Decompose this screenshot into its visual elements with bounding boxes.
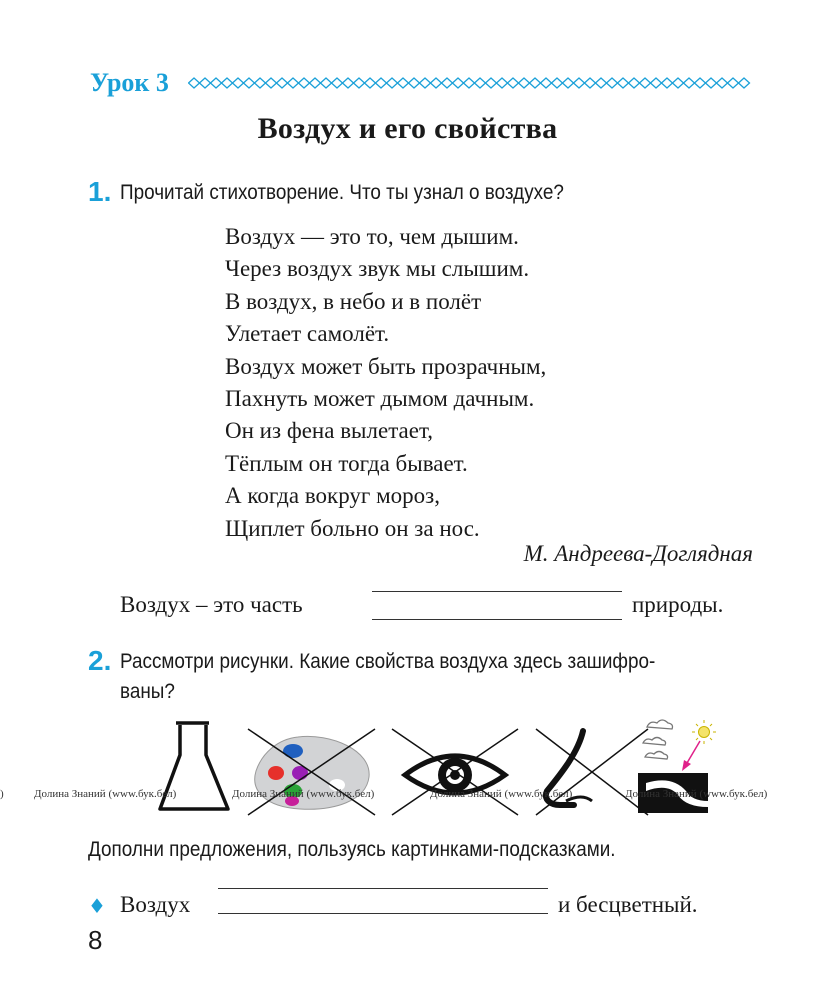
- fill-suffix: природы.: [632, 592, 724, 617]
- watermark: ): [0, 788, 4, 800]
- ornament-diamond: [695, 78, 706, 88]
- ornament-diamond: [420, 78, 431, 88]
- ornament-diamond: [266, 78, 277, 88]
- ornament-diamond: [563, 78, 574, 88]
- ornament-diamond: [508, 78, 519, 88]
- ornament-diamond: [486, 78, 497, 88]
- watermark: Долина Знаний (www.бук.бел): [34, 788, 177, 800]
- ornament-diamond: [277, 78, 288, 88]
- poem-author: М. Андреева-Доглядная: [523, 541, 753, 566]
- ornament-diamond: [310, 78, 321, 88]
- ornament-diamond: [387, 78, 398, 88]
- ornament-diamond: [332, 78, 343, 88]
- answer-line-upper[interactable]: [218, 888, 548, 889]
- ornament-diamond: [519, 78, 530, 88]
- poem-line: Улетает самолёт.: [225, 321, 390, 347]
- bullet-icon: ♦: [88, 894, 106, 918]
- ornament-diamond: [244, 78, 255, 88]
- poem-line: Воздух — это то, чем дышим.: [225, 224, 519, 249]
- fill-prefix: Воздух – это часть: [120, 592, 303, 617]
- ornament-diamond: [717, 78, 728, 88]
- ornament-diamond: [255, 78, 266, 88]
- ornament-diamond: [343, 78, 354, 88]
- page-title: Воздух и его свойства: [257, 112, 558, 145]
- ornament-diamond: [442, 78, 453, 88]
- ornament-diamond: [233, 78, 244, 88]
- poem-line: Щиплет больно он за нос.: [225, 515, 480, 541]
- ornament-diamond: [200, 78, 211, 88]
- ornament-diamond: [651, 78, 662, 88]
- instruction-text: Дополни предложения, пользуясь картинками-подсказками.: [88, 838, 616, 861]
- ornament-diamond: [464, 78, 475, 88]
- ornament-diamond: [409, 78, 420, 88]
- poem-line: Воздух может быть прозрачным,: [225, 353, 547, 379]
- ornament-diamond: [365, 78, 376, 88]
- task-2-number: 2.: [88, 645, 112, 676]
- crossed-eye-icon: [392, 729, 518, 815]
- ornament-diamond: [728, 78, 739, 88]
- ornament-diamond: [321, 78, 332, 88]
- lesson-label: Урок 3: [90, 68, 169, 97]
- ornament-diamond: [431, 78, 442, 88]
- ornament-diamond: [684, 78, 695, 88]
- task-1-number: 1.: [88, 176, 112, 207]
- ornament-diamond: [398, 78, 409, 88]
- ornament-diamond: [376, 78, 387, 88]
- watermark: Долина Знаний (www.бук.бел): [430, 788, 573, 800]
- task-1-text: Прочитай стихотворение. Что ты узнал о воздухе?: [120, 181, 564, 204]
- ornament-diamond: [596, 78, 607, 88]
- crossed-nose-icon: [536, 729, 648, 815]
- ornament-diamond: [618, 78, 629, 88]
- ornament-diamond: [475, 78, 486, 88]
- ornament-diamond: [453, 78, 464, 88]
- ornament-diamond: [211, 78, 222, 88]
- lesson-ornament: [188, 75, 753, 91]
- poem-line: Через воздух звук мы слышим.: [225, 256, 530, 282]
- task-2-text-cont: ваны?: [120, 680, 175, 703]
- sentence-prefix: Воздух: [120, 892, 191, 917]
- ornament-diamond: [640, 78, 651, 88]
- crossed-palette-icon: [248, 729, 375, 815]
- ornament-diamond: [222, 78, 233, 88]
- ornament-diamond: [629, 78, 640, 88]
- poem: [225, 221, 546, 545]
- ornament-diamond: [354, 78, 365, 88]
- answer-line-upper[interactable]: [372, 591, 622, 592]
- watermark: Долина Знаний (www.бук.бел): [625, 788, 768, 800]
- poem-line: Пахнуть может дымом дачным.: [225, 386, 535, 412]
- poem-line: Он из фена вылетает,: [225, 418, 434, 444]
- ornament-diamond: [574, 78, 585, 88]
- sentence-suffix: и бесцветный.: [558, 892, 698, 917]
- ornament-diamond: [607, 78, 618, 88]
- ornament-diamond: [288, 78, 299, 88]
- ornament-diamond: [585, 78, 596, 88]
- icons-row: [0, 715, 815, 825]
- ornament-diamond: [541, 78, 552, 88]
- poem-line: Тёплым он тогда бывает.: [225, 450, 468, 476]
- ornament-diamond: [552, 78, 563, 88]
- answer-line[interactable]: [372, 619, 622, 620]
- ornament-diamond: [673, 78, 684, 88]
- ornament-diamond: [530, 78, 541, 88]
- ornament-diamond: [497, 78, 508, 88]
- ornament-diamond: [706, 78, 717, 88]
- ornament-diamond: [739, 78, 750, 88]
- ornament-diamond: [299, 78, 310, 88]
- answer-line[interactable]: [218, 913, 548, 914]
- page-number: 8: [88, 925, 103, 955]
- watermark: Долина Знаний (www.бук.бел): [232, 788, 375, 800]
- task-2-text: Рассмотри рисунки. Какие свойства воздуха здесь зашифро-: [120, 650, 656, 673]
- ornament-diamond: [662, 78, 673, 88]
- poem-line: В воздух, в небо и в полёт: [225, 288, 482, 314]
- poem-line: А когда вокруг мороз,: [225, 483, 440, 509]
- ornament-diamond: [189, 78, 200, 88]
